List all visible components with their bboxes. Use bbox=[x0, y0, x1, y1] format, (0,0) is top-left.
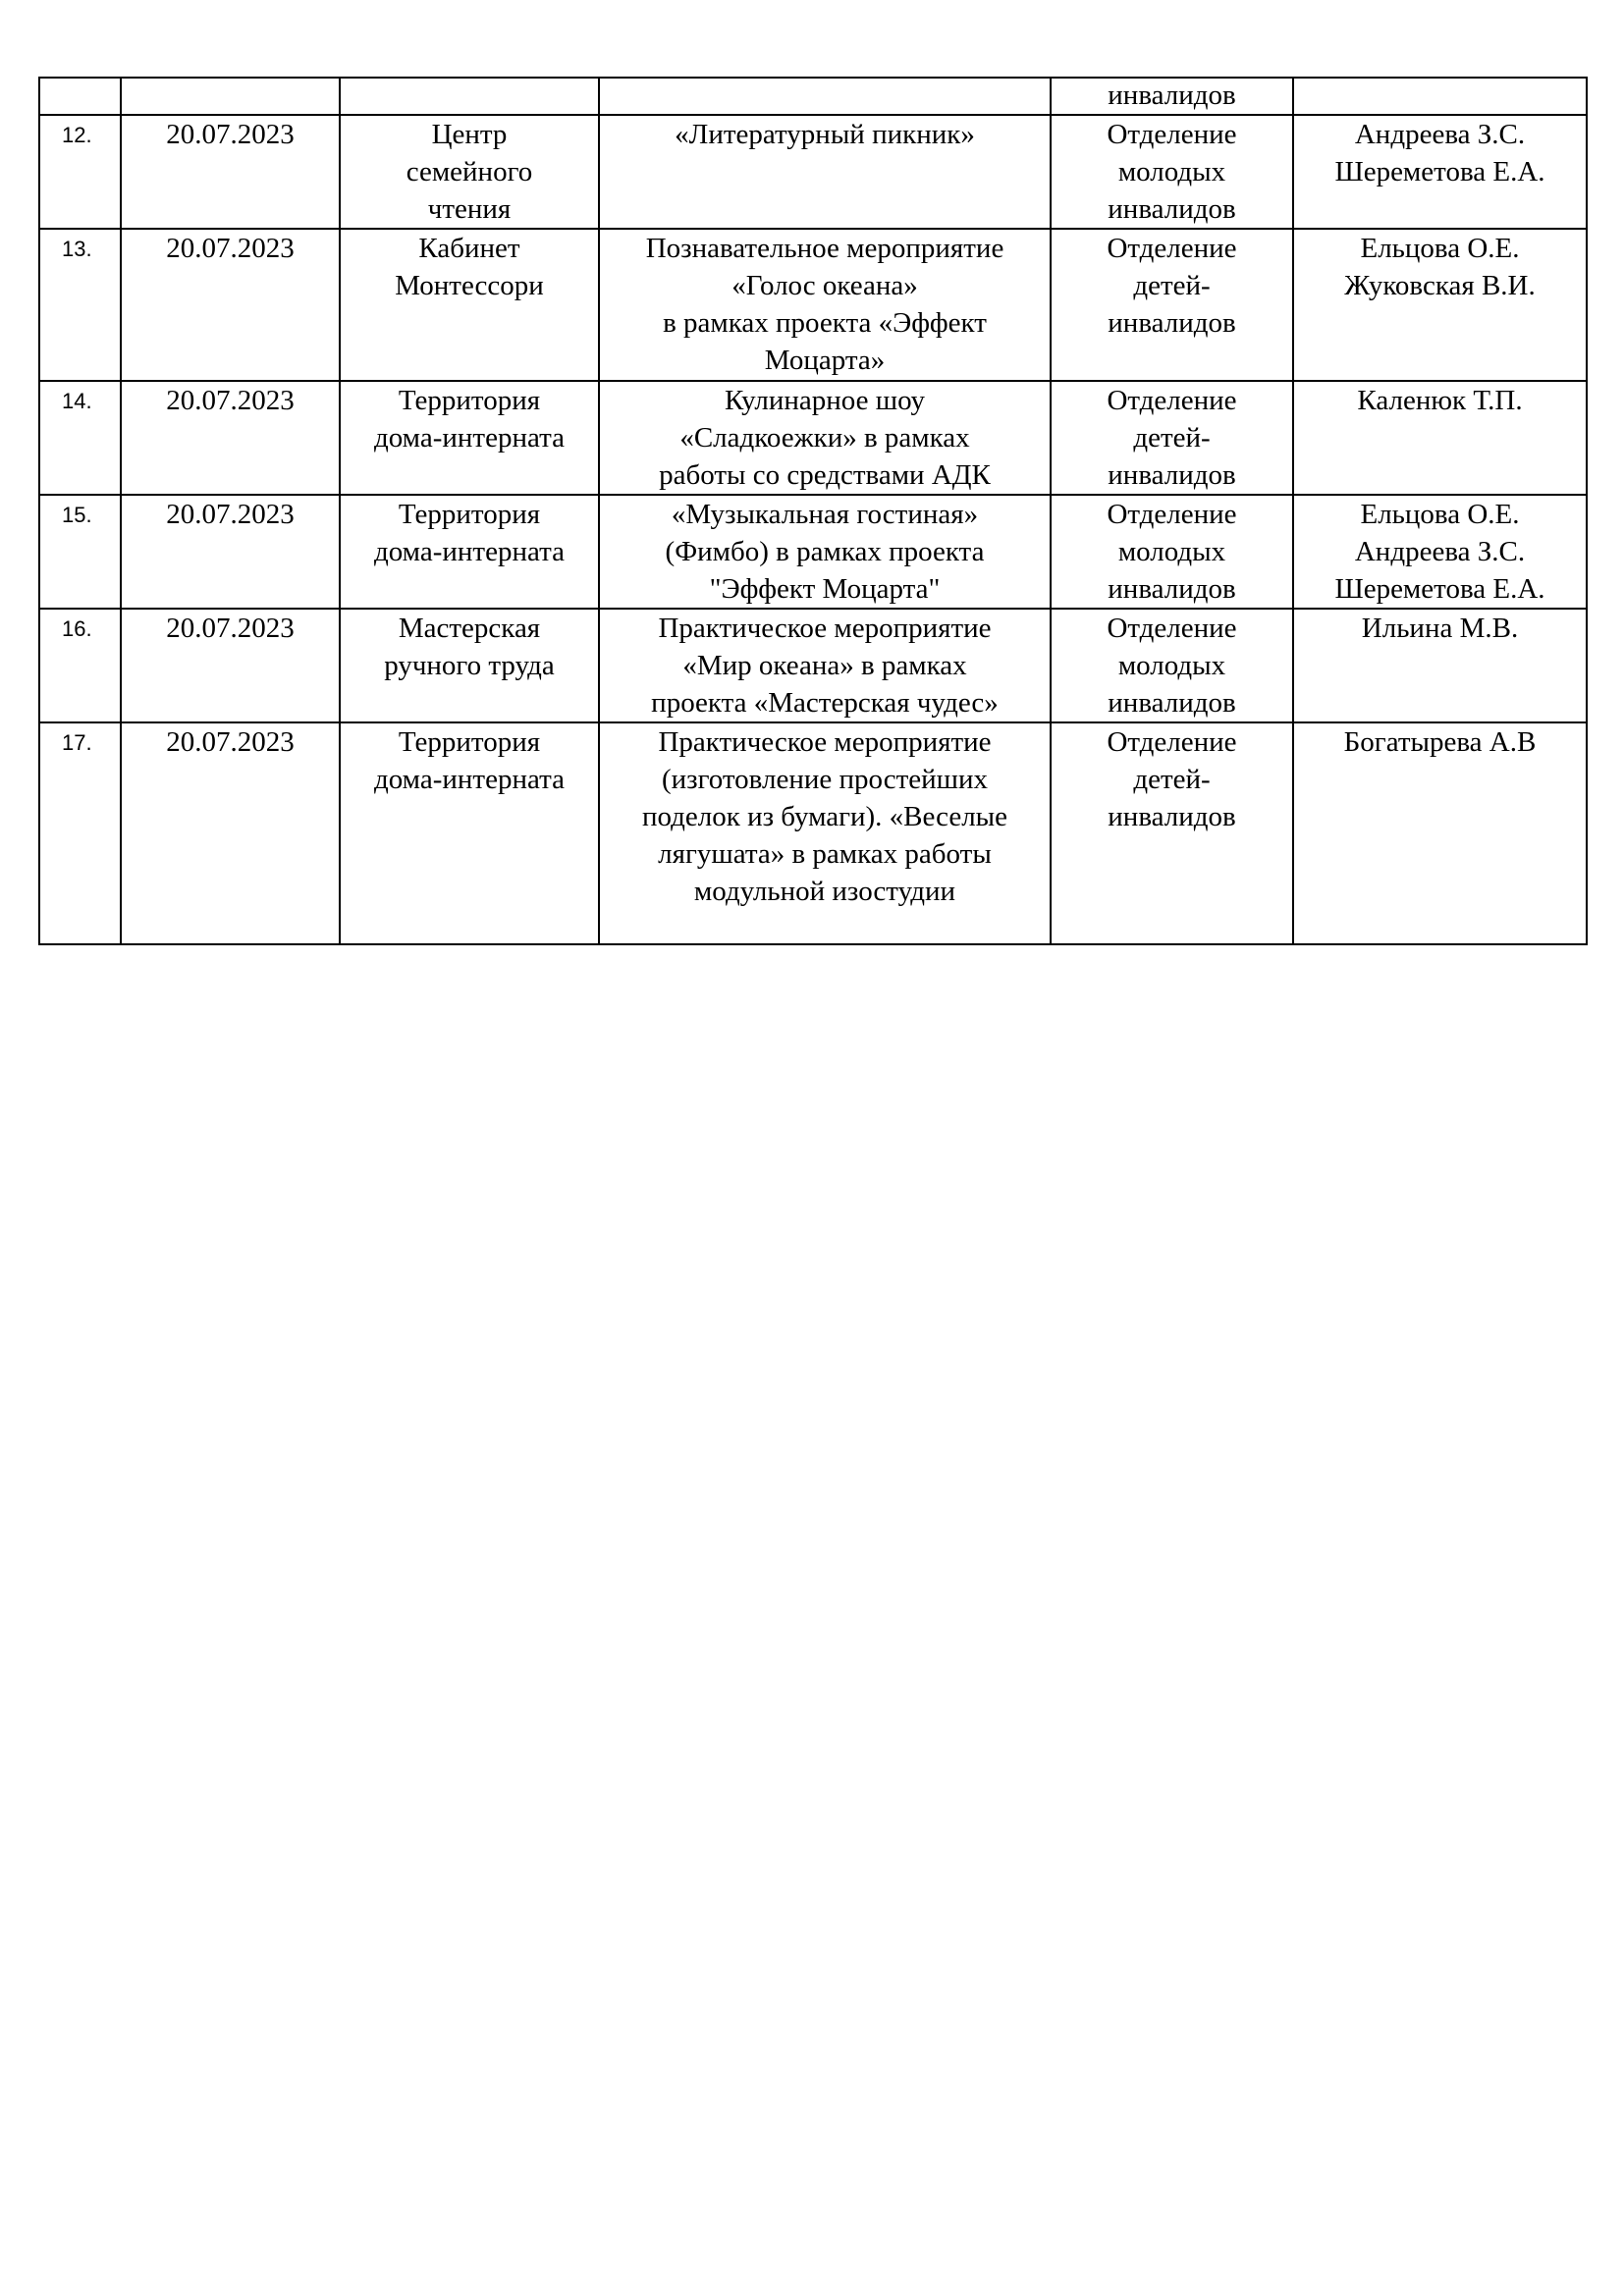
table-body bbox=[39, 78, 1587, 944]
event-cell-line: Практическое мероприятие bbox=[658, 726, 992, 758]
num-cell: 15. bbox=[39, 495, 121, 609]
date-cell: 20.07.2023 bbox=[121, 722, 340, 944]
event-cell-line: Кулинарное шоу bbox=[725, 385, 925, 416]
place-cell-line: Монтессори bbox=[395, 270, 544, 301]
place-cell bbox=[340, 78, 599, 115]
date-cell bbox=[121, 78, 340, 115]
num-cell: 13. bbox=[39, 229, 121, 381]
event-cell-line: «Сладкоежки» в рамках bbox=[679, 422, 970, 454]
event-cell-line: «Голос океана» bbox=[731, 270, 918, 301]
department-cell-line: инвалидов bbox=[1108, 459, 1236, 491]
event-cell bbox=[599, 381, 1051, 495]
event-cell-line: лягушата» в рамках работы bbox=[658, 838, 992, 870]
event-cell-line: Моцарта» bbox=[764, 345, 886, 376]
responsible-cell bbox=[1293, 722, 1587, 944]
department-cell bbox=[1051, 495, 1293, 609]
num-cell: 14. bbox=[39, 381, 121, 495]
department-cell-line: Отделение bbox=[1107, 233, 1237, 264]
place-cell-line: чтения bbox=[427, 193, 512, 225]
table-row bbox=[39, 229, 1587, 381]
event-cell-line: Практическое мероприятие bbox=[658, 613, 992, 644]
department-cell-line: детей- bbox=[1133, 422, 1211, 454]
department-cell-line: молодых bbox=[1117, 536, 1226, 567]
event-cell-line: модульной изостудии bbox=[693, 876, 956, 907]
department-cell-line: инвалидов bbox=[1108, 801, 1236, 832]
responsible-cell bbox=[1293, 78, 1587, 115]
event-cell-line: в рамках проекта «Эффект bbox=[663, 307, 987, 339]
date-cell: 20.07.2023 bbox=[121, 229, 340, 381]
event-cell-line: «Мир океана» в рамках bbox=[682, 650, 967, 681]
num-cell: 16. bbox=[39, 609, 121, 722]
table-row bbox=[39, 381, 1587, 495]
responsible-cell-line: Ельцова О.Е. bbox=[1360, 499, 1520, 530]
place-cell-line: ручного труда bbox=[384, 650, 555, 681]
date-cell: 20.07.2023 bbox=[121, 115, 340, 229]
date-cell: 20.07.2023 bbox=[121, 495, 340, 609]
table-row-continuation bbox=[39, 78, 1587, 115]
num-cell bbox=[39, 78, 121, 115]
department-cell-line: Отделение bbox=[1107, 119, 1237, 150]
department-cell-line: молодых bbox=[1117, 650, 1226, 681]
event-cell bbox=[599, 229, 1051, 381]
event-cell-line: работы со средствами АДК bbox=[659, 459, 991, 491]
place-cell bbox=[340, 722, 599, 944]
department-cell-line: молодых bbox=[1117, 156, 1226, 187]
event-cell-line: поделок из бумаги). «Веселые bbox=[641, 801, 1008, 832]
place-cell bbox=[340, 381, 599, 495]
place-cell-line: Территория bbox=[398, 726, 541, 758]
responsible-cell-line: Шереметова Е.А. bbox=[1334, 156, 1545, 187]
department-cell-line: Отделение bbox=[1107, 613, 1237, 644]
responsible-cell-line: Андреева З.С. bbox=[1354, 119, 1526, 150]
department-cell-line: инвалидов bbox=[1108, 687, 1236, 719]
responsible-cell bbox=[1293, 115, 1587, 229]
event-cell-line: (Фимбо) в рамках проекта bbox=[665, 536, 985, 567]
place-cell-line: дома-интерната bbox=[373, 422, 565, 454]
num-cell: 12. bbox=[39, 115, 121, 229]
responsible-cell bbox=[1293, 229, 1587, 381]
department-cell-line: Отделение bbox=[1107, 499, 1237, 530]
responsible-cell-line: Андреева З.С. bbox=[1354, 536, 1526, 567]
event-cell-line: (изготовление простейших bbox=[661, 764, 989, 795]
event-cell-line: Познавательное мероприятие bbox=[645, 233, 1004, 264]
responsible-cell-line: Ильина М.В. bbox=[1361, 613, 1519, 644]
place-cell bbox=[340, 115, 599, 229]
responsible-cell-line: Богатырева А.В bbox=[1343, 726, 1537, 758]
department-cell bbox=[1051, 609, 1293, 722]
responsible-cell-line: Ельцова О.Е. bbox=[1360, 233, 1520, 264]
department-cell bbox=[1051, 381, 1293, 495]
place-cell-line: Территория bbox=[398, 385, 541, 416]
table-row bbox=[39, 609, 1587, 722]
department-cell: инвалидов bbox=[1051, 78, 1293, 115]
event-cell-line: «Музыкальная гостиная» bbox=[671, 499, 979, 530]
department-cell-line: инвалидов bbox=[1108, 193, 1236, 225]
event-cell bbox=[599, 115, 1051, 229]
department-cell-line: Отделение bbox=[1107, 726, 1237, 758]
table-row bbox=[39, 495, 1587, 609]
place-cell-line: Центр bbox=[431, 119, 508, 150]
event-cell-line: «Литературный пикник» bbox=[675, 119, 975, 150]
place-cell-line: Кабинет bbox=[418, 233, 520, 264]
table-row bbox=[39, 722, 1587, 944]
department-cell-line: инвалидов bbox=[1108, 307, 1236, 339]
department-cell-line: Отделение bbox=[1107, 385, 1237, 416]
table-row bbox=[39, 115, 1587, 229]
place-cell bbox=[340, 229, 599, 381]
responsible-cell bbox=[1293, 381, 1587, 495]
event-cell-line: проекта «Мастерская чудес» bbox=[651, 687, 999, 719]
department-cell-line: детей- bbox=[1133, 764, 1211, 795]
event-cell bbox=[599, 609, 1051, 722]
responsible-cell-line: Шереметова Е.А. bbox=[1334, 573, 1545, 605]
event-cell-line: "Эффект Моцарта" bbox=[709, 573, 941, 605]
event-cell bbox=[599, 722, 1051, 944]
event-cell bbox=[599, 495, 1051, 609]
department-cell bbox=[1051, 115, 1293, 229]
department-cell bbox=[1051, 229, 1293, 381]
department-cell-line: инвалидов bbox=[1108, 573, 1236, 605]
num-cell: 17. bbox=[39, 722, 121, 944]
date-cell: 20.07.2023 bbox=[121, 609, 340, 722]
responsible-cell bbox=[1293, 495, 1587, 609]
department-cell bbox=[1051, 722, 1293, 944]
place-cell-line: Мастерская bbox=[398, 613, 541, 644]
place-cell-line: дома-интерната bbox=[373, 536, 565, 567]
responsible-cell-line: Жуковская В.И. bbox=[1344, 270, 1536, 301]
place-cell-line: семейного bbox=[406, 156, 533, 187]
department-cell-line: детей- bbox=[1133, 270, 1211, 301]
place-cell bbox=[340, 609, 599, 722]
place-cell-line: дома-интерната bbox=[373, 764, 565, 795]
date-cell: 20.07.2023 bbox=[121, 381, 340, 495]
event-cell bbox=[599, 78, 1051, 115]
responsible-cell bbox=[1293, 609, 1587, 722]
responsible-cell-line: Каленюк Т.П. bbox=[1357, 385, 1523, 416]
schedule-table bbox=[38, 77, 1588, 945]
place-cell bbox=[340, 495, 599, 609]
place-cell-line: Территория bbox=[398, 499, 541, 530]
